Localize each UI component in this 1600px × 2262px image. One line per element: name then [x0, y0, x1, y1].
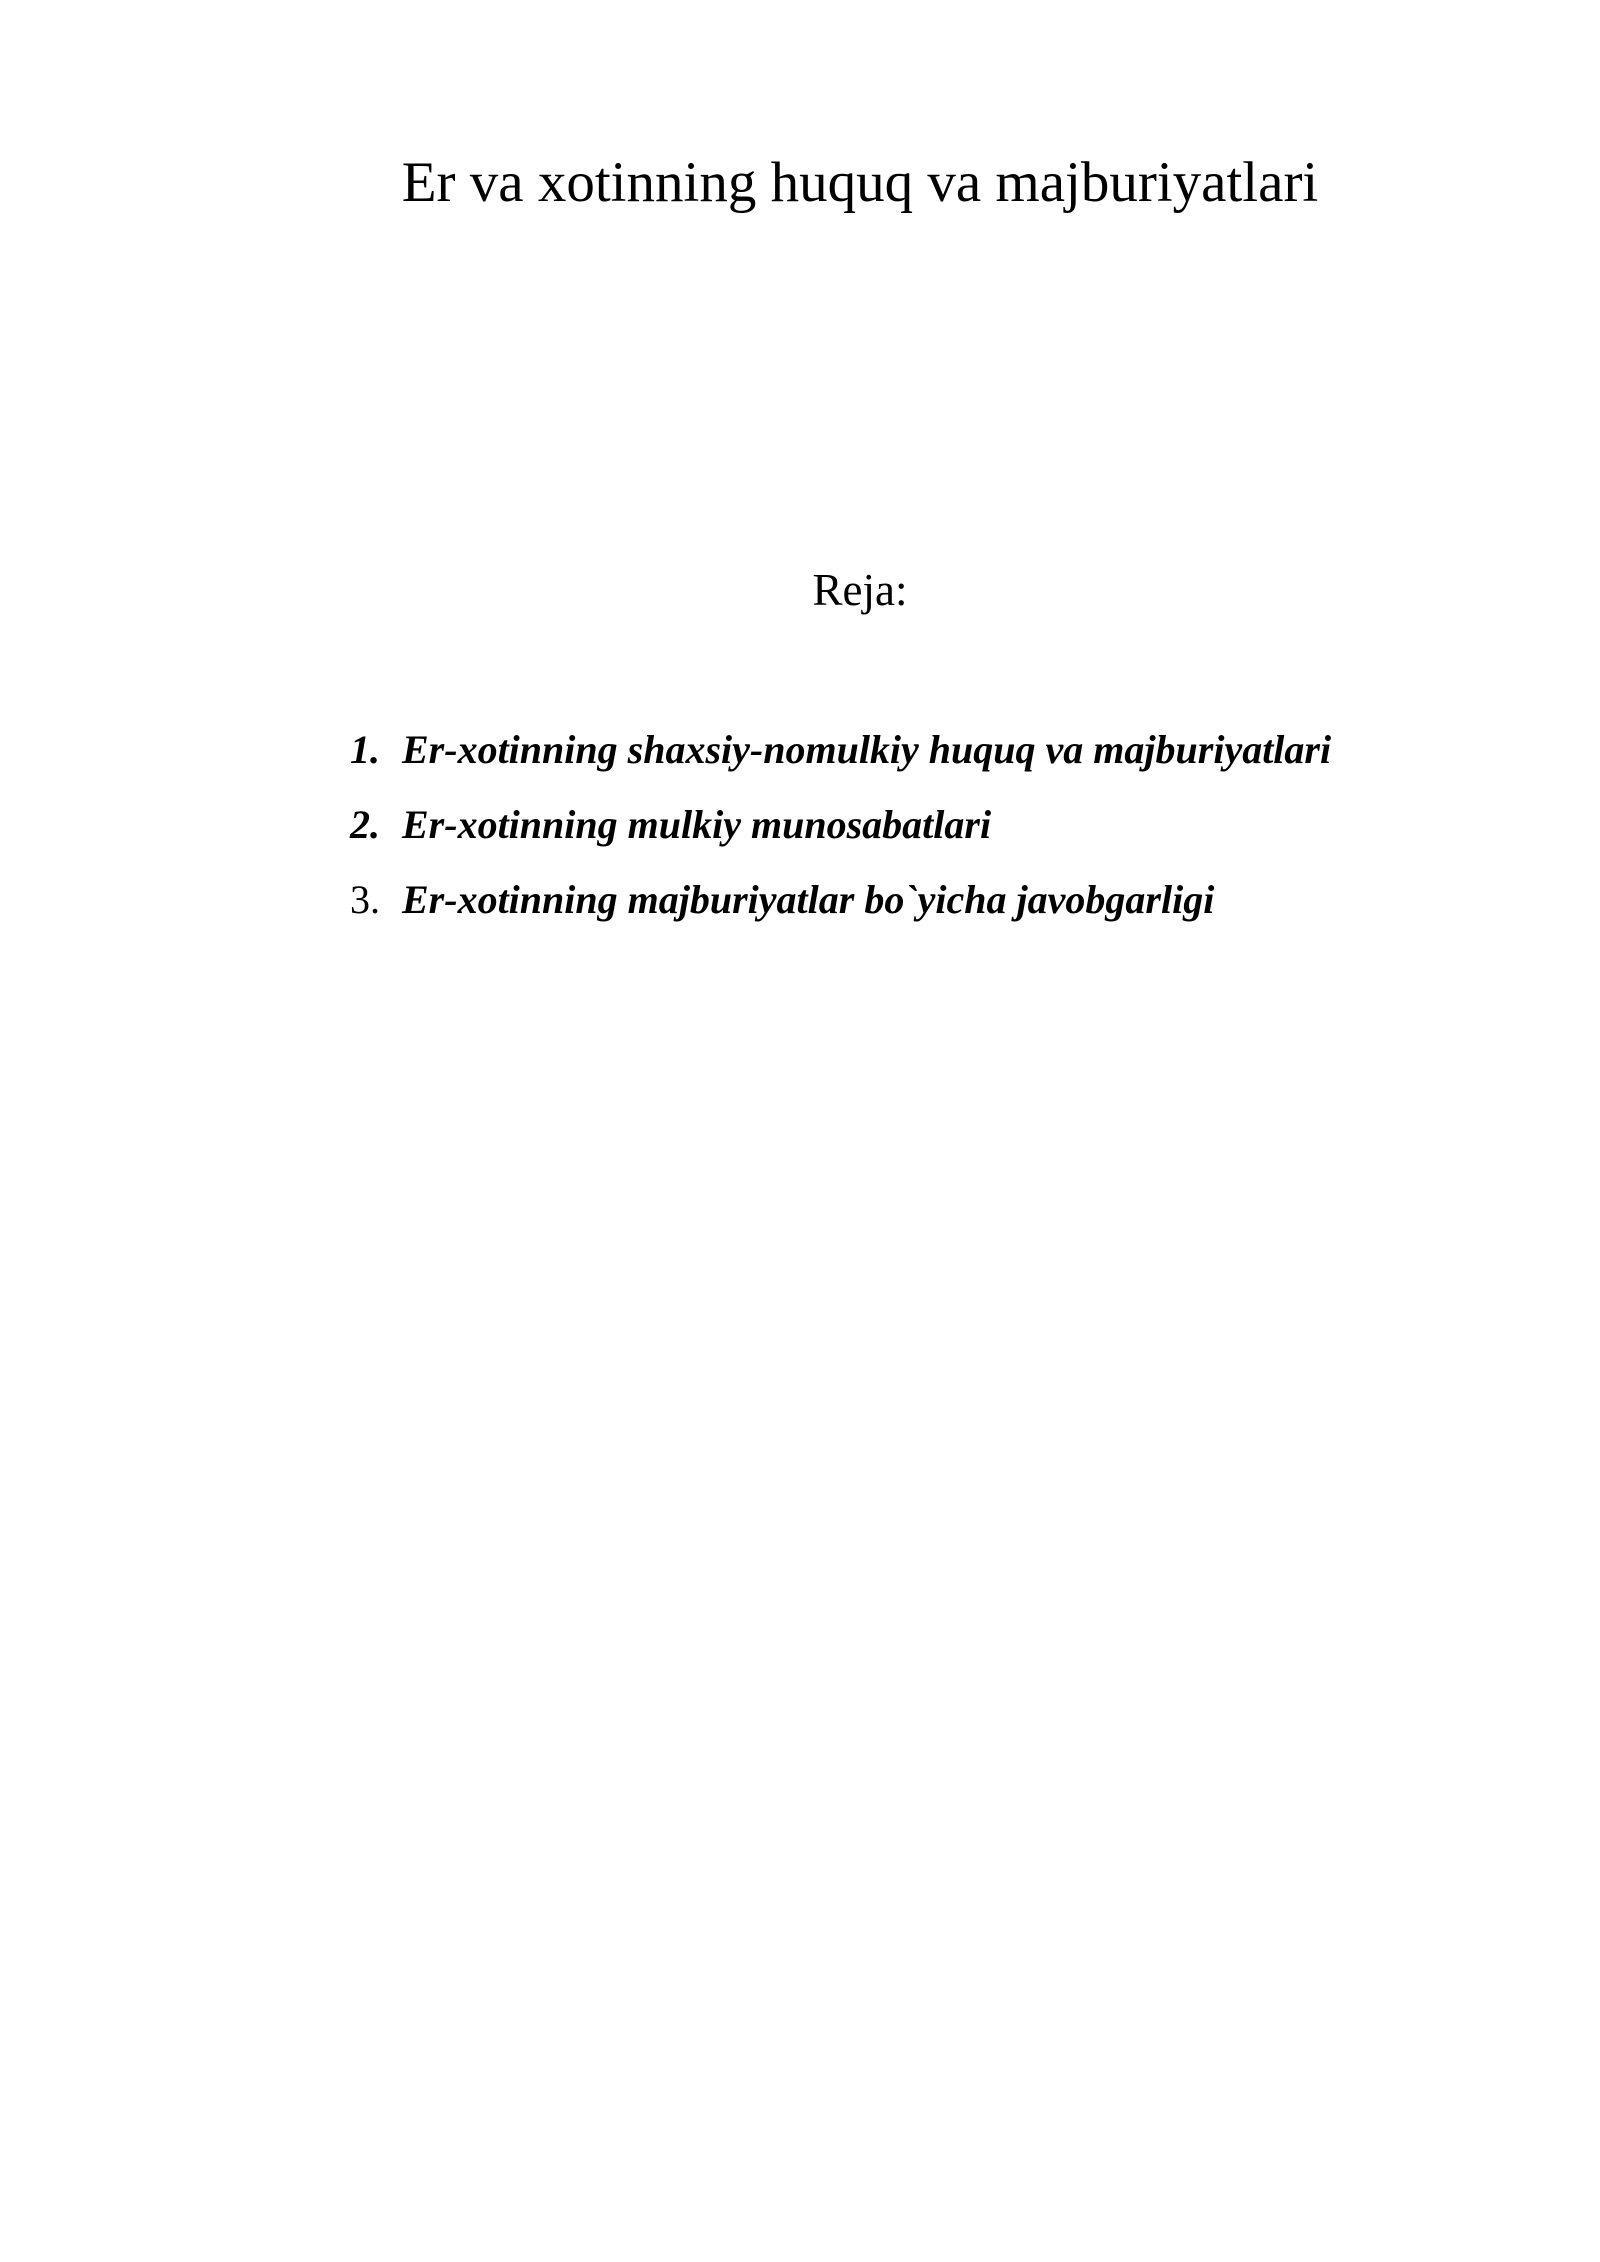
document-title: Er va xotinning huquq va majburiyatlari — [401, 151, 1319, 214]
plan-item-number: 2. — [350, 802, 380, 847]
plan-item-3 — [350, 862, 1331, 937]
plan-list — [350, 712, 1331, 937]
plan-item-text: Er-xotinning majburiyatlar bo`yicha javobgarligi — [402, 877, 1215, 922]
plan-item-1 — [350, 712, 1331, 787]
plan-item-2 — [350, 787, 1331, 862]
plan-item-number: 1. — [350, 727, 380, 772]
plan-item-text: Er-xotinning shaxsiy-nomulkiy huquq va majburiyatlari — [402, 727, 1332, 772]
plan-item-number: 3. — [350, 877, 380, 922]
plan-item-text: Er-xotinning mulkiy munosabatlari — [402, 802, 992, 847]
plan-heading: Reja: — [812, 565, 908, 615]
